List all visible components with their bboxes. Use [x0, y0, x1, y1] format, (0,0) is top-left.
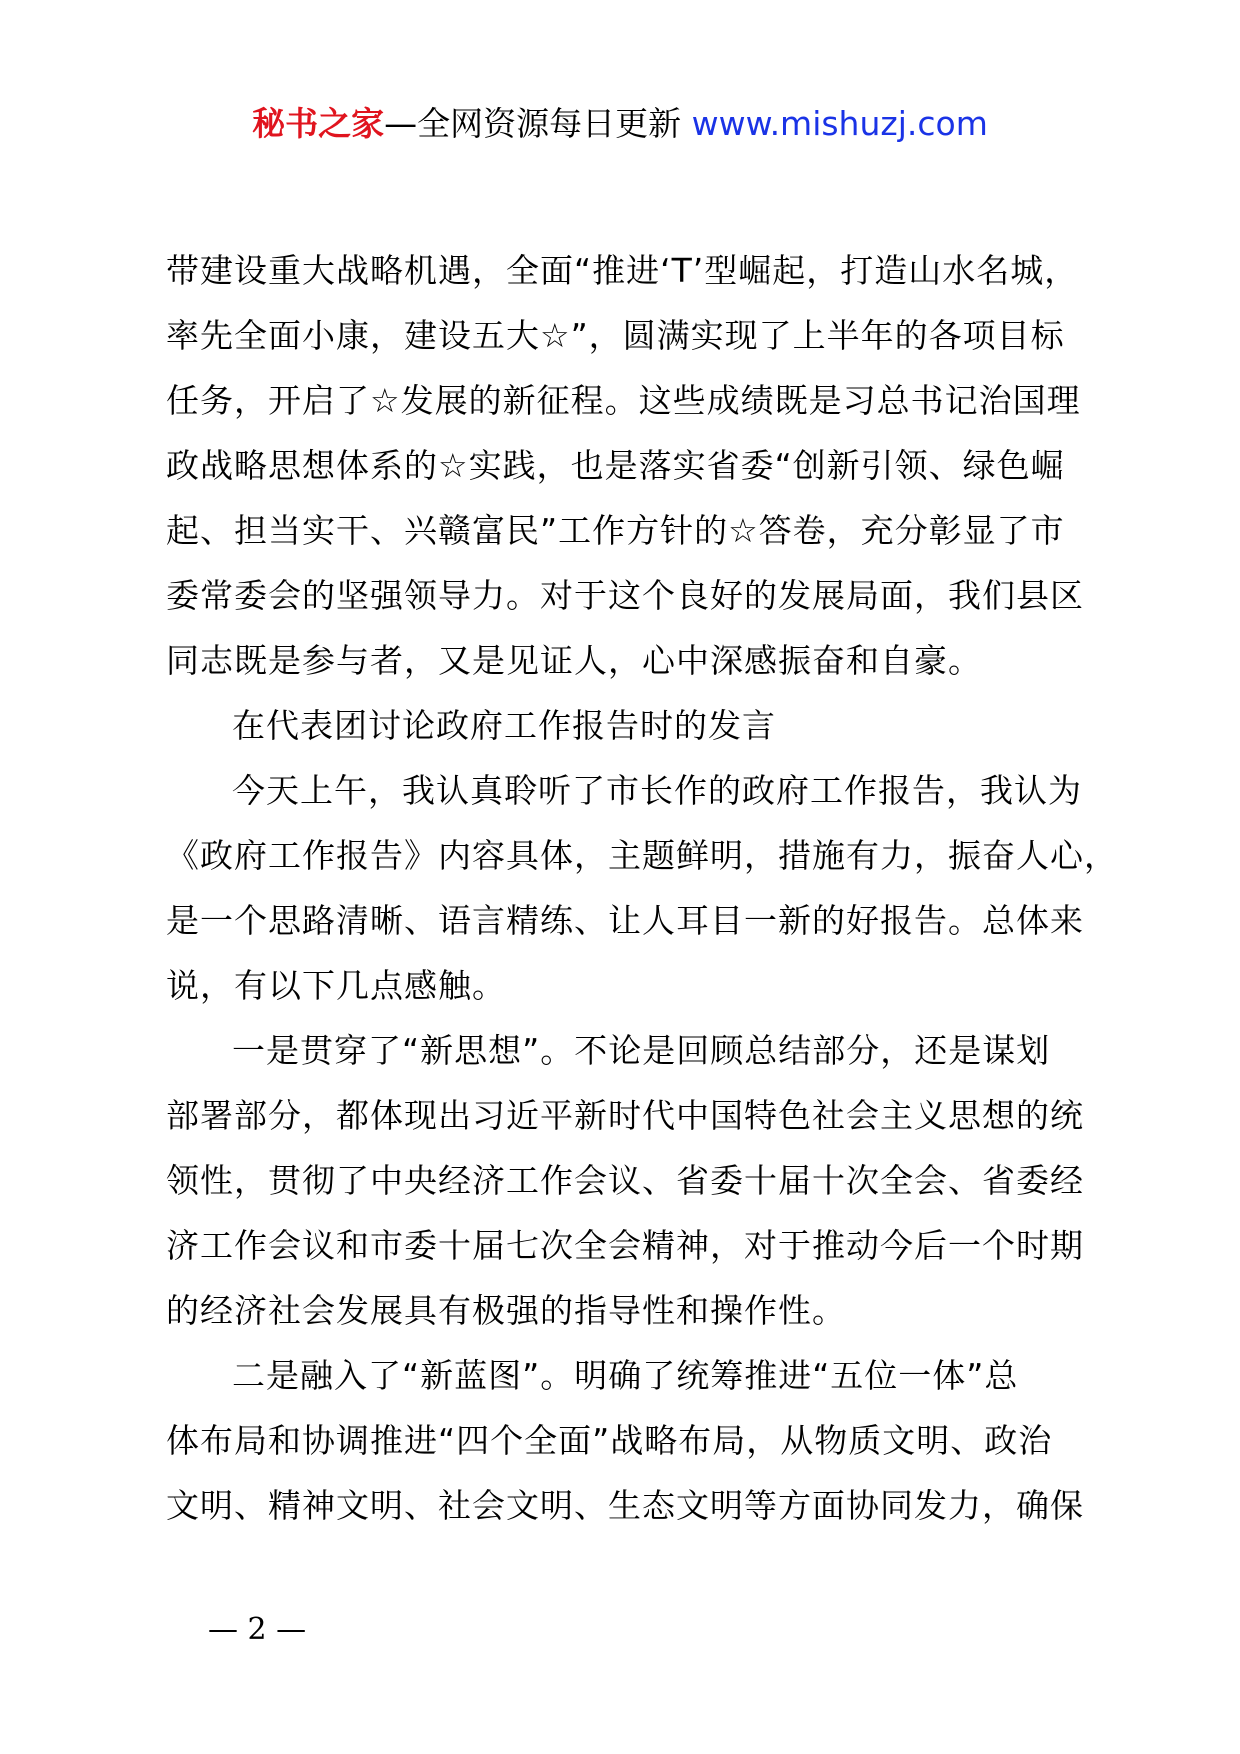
text-line: 今天上午，我认真聆听了市长作的政府工作报告，我认为 — [232, 771, 1082, 810]
text-line: 起、担当实干、兴赣富民”工作方针的☆答卷，充分彰显了市 — [166, 511, 1065, 550]
section-title: 在代表团讨论政府工作报告时的发言 — [232, 706, 776, 745]
text-line: 领性，贯彻了中央经济工作会议、省委十届十次全会、省委经 — [166, 1161, 1084, 1200]
text-line: 是一个思路清晰、语言精练、让人耳目一新的好报告。总体来 — [166, 901, 1084, 940]
text-line: 的经济社会发展具有极强的指导性和操作性。 — [166, 1291, 846, 1330]
text-line: 率先全面小康，建设五大☆”，圆满实现了上半年的各项目标 — [166, 316, 1065, 355]
text-line: 一是贯穿了“新思想”。不论是回顾总结部分，还是谋划 — [232, 1031, 1051, 1070]
text-line: 二是融入了“新蓝图”。明确了统筹推进“五位一体”总 — [232, 1356, 1019, 1395]
site-brand: 秘书之家 — [252, 104, 385, 143]
site-url-link[interactable]: www.mishuzj.com — [691, 104, 988, 143]
text-line: 部署部分，都体现出习近平新时代中国特色社会主义思想的统 — [166, 1096, 1084, 1135]
text-line: 带建设重大战略机遇，全面“推进‘T’型崛起，打造山水名城， — [166, 251, 1079, 290]
text-line: 体布局和协调推进“四个全面”战略布局，从物质文明、政治 — [166, 1421, 1053, 1460]
site-tagline: —全网资源每日更新 — [384, 104, 692, 143]
document-body — [166, 238, 1126, 1538]
text-line: 同志既是参与者，又是见证人，心中深感振奋和自豪。 — [166, 641, 982, 680]
text-line: 政战略思想体系的☆实践，也是落实省委“创新引领、绿色崛 — [166, 446, 1065, 485]
text-line: 任务，开启了☆发展的新征程。这些成绩既是习总书记治国理 — [166, 381, 1081, 420]
page-header — [0, 100, 1240, 148]
text-line: 说，有以下几点感触。 — [166, 966, 506, 1005]
text-line: 文明、精神文明、社会文明、生态文明等方面协同发力，确保 — [166, 1486, 1084, 1525]
text-line: 济工作会议和市委十届七次全会精神，对于推动今后一个时期 — [166, 1226, 1084, 1265]
text-line: 委常委会的坚强领导力。对于这个良好的发展局面，我们县区 — [166, 576, 1084, 615]
text-line: 《政府工作报告》内容具体，主题鲜明，措施有力，振奋人心， — [166, 836, 1118, 875]
page-number: — 2 — — [208, 1612, 307, 1647]
